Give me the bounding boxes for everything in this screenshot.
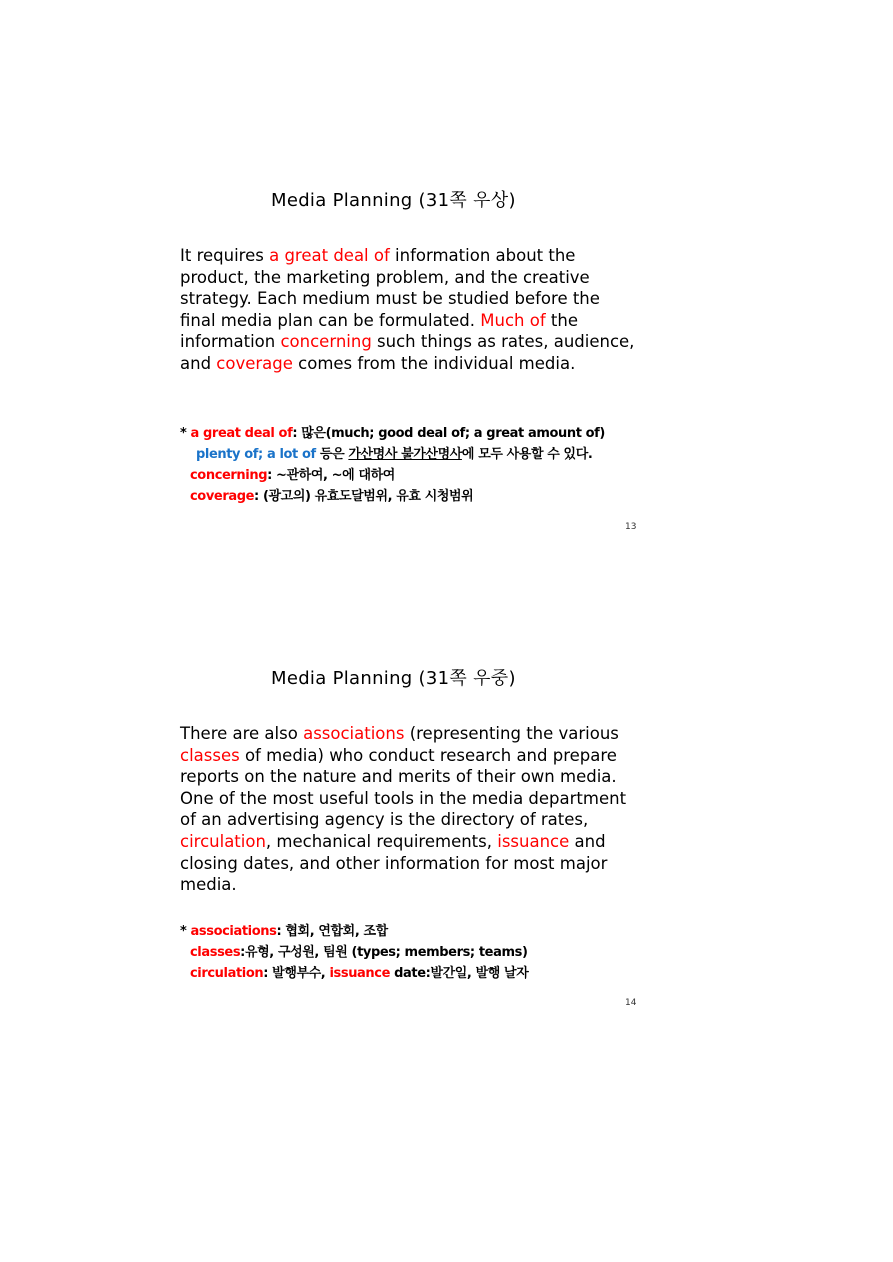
note-definition: date:발간일, 발행 날자 xyxy=(390,966,529,981)
highlight-phrase: a great deal of xyxy=(269,246,390,265)
highlight-phrase: classes xyxy=(180,745,240,765)
highlight-phrase: coverage xyxy=(216,353,293,373)
highlight-phrase: Much of xyxy=(480,310,546,330)
highlight-phrase: concerning xyxy=(280,332,372,352)
body-text: such things as rates, audience, and xyxy=(180,332,635,373)
note-definition: : ~관하여, ~에 대하여 xyxy=(267,468,395,483)
highlight-phrase: issuance xyxy=(497,831,570,851)
bullet-star: * xyxy=(180,426,191,441)
highlight-phrase: circulation xyxy=(180,831,266,851)
bullet-star: * xyxy=(180,924,191,939)
page-number: 13 xyxy=(625,522,637,532)
slide-title: Media Planning (31쪽 우중) xyxy=(271,668,516,689)
note-term: coverage xyxy=(190,489,255,504)
note-line xyxy=(180,423,650,444)
highlight-phrase: associations xyxy=(303,724,405,743)
note-underlined: 가산명사 불가산명사 xyxy=(348,447,462,462)
note-term: circulation xyxy=(190,966,264,981)
body-text: the information xyxy=(180,310,578,352)
body-text: It requires xyxy=(180,246,270,265)
note-definition: :유형, 구성원, 팀원 (types; members; teams) xyxy=(240,945,528,960)
note-definition: : (광고의) 유효도달범위, 유효 시청범위 xyxy=(254,489,474,504)
note-line xyxy=(180,444,650,465)
body-text: , mechanical requirements, xyxy=(265,831,498,851)
note-term: issuance xyxy=(329,966,391,981)
vocabulary-notes xyxy=(180,921,650,984)
note-term: a great deal of xyxy=(190,426,293,441)
note-definition: 등은 xyxy=(315,447,349,462)
slide-body-text xyxy=(180,723,640,896)
page-number: 14 xyxy=(625,998,637,1008)
note-term: concerning xyxy=(190,468,268,483)
note-definition: 에 모두 사용할 수 있다. xyxy=(461,447,593,462)
note-line xyxy=(180,963,650,984)
note-line xyxy=(180,921,650,942)
body-text: There are also xyxy=(180,724,304,743)
slide-14 xyxy=(0,478,893,1109)
note-line xyxy=(180,942,650,963)
body-text: (representing the various xyxy=(404,724,619,743)
note-definition: : 협회, 연합회, 조합 xyxy=(276,924,388,939)
note-term: plenty of; a lot of xyxy=(196,447,316,462)
slide-body-text xyxy=(180,245,640,375)
body-text: information about the product, the marketing problem, and the creative strategy. Each medium must be studied before the final media plan can be formulated. xyxy=(180,246,600,330)
note-definition: : 발행부수, xyxy=(263,966,330,981)
body-text: of media) who conduct research and prepare reports on the nature and merits of their own media. One of the most useful tools in the media department of an advertising agency is the directory of rates, xyxy=(180,745,627,830)
note-term: classes xyxy=(190,945,241,960)
body-text: and closing dates, and other information for most major media. xyxy=(180,831,608,895)
slide-title: Media Planning (31쪽 우상) xyxy=(271,190,516,211)
note-definition: : 많은(much; good deal of; a great amount of) xyxy=(292,426,605,441)
body-text: comes from the individual media. xyxy=(292,353,576,373)
note-term: associations xyxy=(190,924,277,939)
